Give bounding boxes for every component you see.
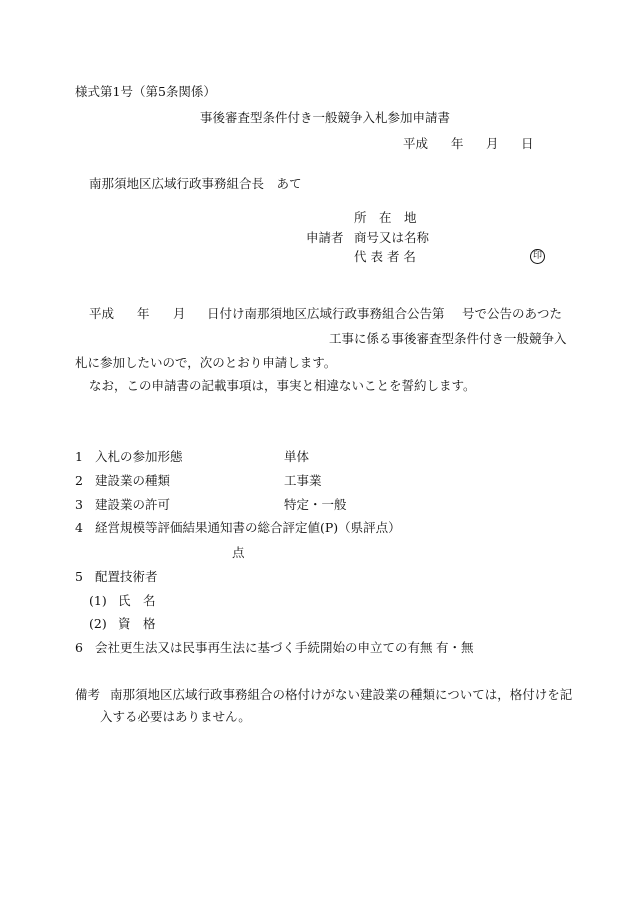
item-number: 6 [75, 640, 83, 655]
item-label: 経営規模等評価結果通知書の総合評定値(P)（県評点） [95, 520, 401, 535]
form-number: 様式第1号（第5条関係） [75, 84, 216, 99]
body-era: 平成 [89, 306, 115, 321]
date-day: 日 [521, 136, 534, 151]
item-label: 建設業の種類 [95, 473, 171, 488]
item-value: 工事業 [284, 473, 322, 488]
remarks-label: 備考 [75, 687, 101, 702]
item-label: 建設業の許可 [95, 497, 171, 512]
seal-mark: 印 [530, 249, 545, 264]
item-number: 2 [75, 473, 83, 488]
body-line-2: 工事に係る事後審査型条件付き一般競争入 [329, 331, 567, 346]
body-pledge: なお，この申請書の記載事項は，事実と相違ないことを誓約します。 [89, 378, 476, 393]
item-number: 4 [75, 520, 83, 535]
address-label: 所 在 地 [354, 210, 417, 225]
item-value: 特定・一般 [284, 497, 347, 512]
body-line-3: 札に参加したいので，次のとおり申請します。 [75, 355, 337, 370]
item-number: 1 [75, 449, 83, 464]
item-label: 会社更生法又は民事再生法に基づく手続開始の申立ての有無 [95, 640, 433, 655]
item-label: 入札の参加形態 [95, 449, 183, 464]
item-number: (1) [89, 593, 107, 608]
item-label: 資 格 [118, 616, 156, 631]
document-title: 事後審査型条件付き一般競争入札参加申請書 [200, 110, 451, 125]
item-label: 配置技術者 [95, 569, 158, 584]
representative-label: 代 表 者 名 [354, 249, 416, 264]
item-value: 有・無 [436, 640, 474, 655]
addressee: 南那須地区広域行政事務組合長 あて [89, 176, 302, 191]
date-month: 月 [486, 136, 499, 151]
date-year: 年 [451, 136, 464, 151]
body-year: 年 [137, 306, 150, 321]
item-number: (2) [89, 616, 107, 631]
body-notice-no: 号で公告のあつた [462, 306, 563, 321]
company-name-label: 商号又は名称 [354, 230, 430, 245]
body-announcement: 日付け南那須地区広域行政事務組合公告第 [207, 306, 445, 321]
date-era: 平成 [403, 136, 429, 151]
item-value: 点 [232, 545, 245, 560]
item-label: 氏 名 [118, 593, 156, 608]
applicant-label: 申請者 [306, 230, 344, 245]
remarks-line-1: 南那須地区広域行政事務組合の格付けがない建設業の種類については，格付けを記 [110, 687, 573, 702]
remarks-line-2: 入する必要はありません。 [100, 709, 251, 724]
item-value: 単体 [284, 449, 310, 464]
item-number: 5 [75, 569, 83, 584]
item-number: 3 [75, 497, 83, 512]
body-month: 月 [173, 306, 186, 321]
